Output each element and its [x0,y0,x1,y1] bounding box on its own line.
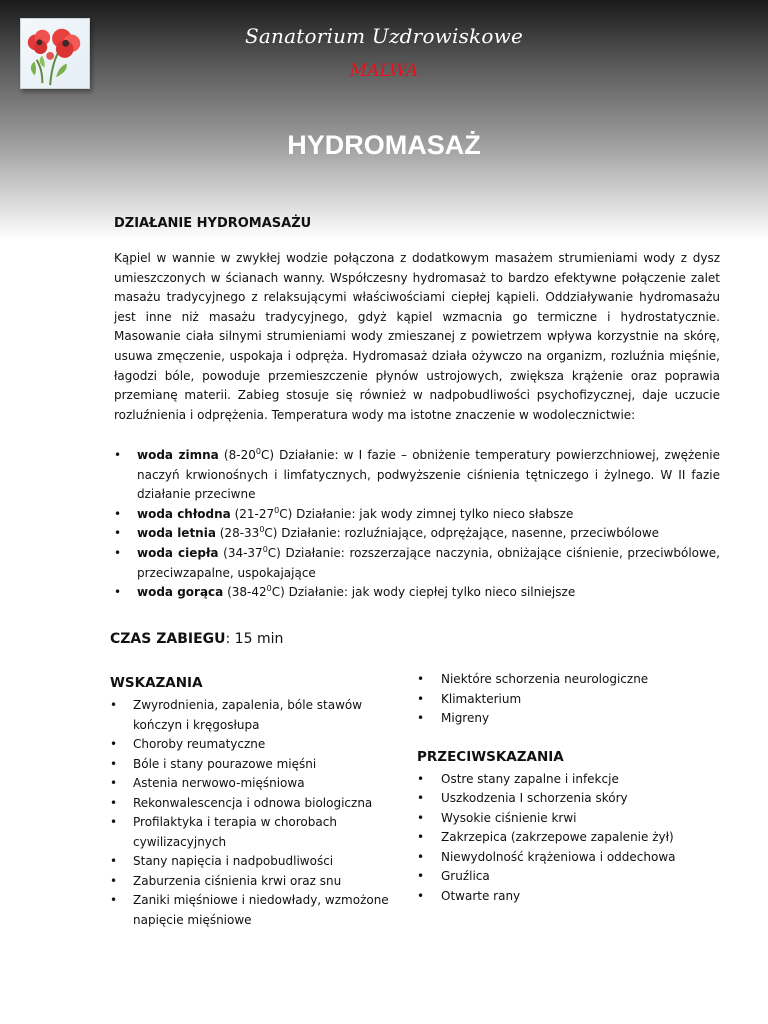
list-item: • Bóle i stany pourazowe mięśni [110,755,400,775]
dzialanie-heading: DZIAŁANIE HYDROMASAŻU [114,216,312,231]
degree-sup: 0 [255,447,261,456]
temp-name: woda zimna [137,448,219,462]
temp-range: (34-37 [218,545,263,560]
page-title: HYDROMASAŻ [287,130,481,160]
czas-label: CZAS ZABIEGU [110,631,226,647]
list-item: • Stany napięcia i nadpobudliwości [110,852,400,872]
wskazania-column [110,675,400,930]
dzialanie-paragraph: Kąpiel w wannie w zwykłej wodzie połączona z dodatkowym masażem strumieniami wody z dysz umieszczonych w ścianach wanny. Współczesny hydromasaż to bardzo efektywne połączenie zalet masażu tradycyjnego z relaksującymi właściwościami ciepłej kąpieli. Oddziaływanie hydromasażu jest inne niż masażu tradycyjnego, gdyż kąpiel wzmacnia go termiczne i hydrostatycznie. Masowanie ciała silnymi strumieniami wody zmieszanej z powietrzem wpływa korzystnie na skórę, usuwa zmęczenie, uspokaja i odpręża. Hydromasaż działa ożywczo na organizm, rozluźnia mięśnie, łagodzi bóle, powoduje przemieszczenie płynów ustrojowych, zwiększa krążenie oraz poprawia przemianę materii. Zabieg stosuje się również w nadpobudliwości psychofizycznej, daje uczucie rozluźnienia i odprężenia. Temperatura wody ma istotne znaczenie w wodolecznictwie: [114,251,720,422]
temp-effect: C) Działanie: jak wody zimnej tylko nieco słabsze [279,506,574,521]
list-item [114,544,720,583]
list-item: • Zaburzenia ciśnienia krwi oraz snu [110,872,400,892]
temp-range: (28-33 [215,526,260,541]
list-item: • Zakrzepica (zakrzepowe zapalenie żył) [417,828,717,848]
degree-sup: 0 [266,584,272,594]
degree-sup: 0 [274,505,280,515]
list-item: • Klimakterium [417,690,717,710]
list-item: • Niewydolność krążeniowa i oddechowa [417,848,717,868]
temp-name: woda gorąca [137,585,224,600]
temperature-list [114,446,720,603]
wskazania-list [110,696,400,930]
przeciwwskazania-list [417,770,717,907]
list-item: • Ostre stany zapalne i infekcje [417,770,717,790]
list-item [114,583,720,603]
temp-name: woda chłodna [137,506,231,521]
wskazania-heading: WSKAZANIA [110,675,203,691]
temp-effect: C) Działanie: jak wody ciepłej tylko nieco silniejsze [271,585,576,600]
temp-name: woda letnia [137,526,216,541]
list-item: • Migreny [417,709,717,729]
temp-range: (38-42 [223,585,267,600]
list-item: • Profilaktyka i terapia w chorobach cywilizacyjnych [110,813,400,852]
przeciwwskazania-heading: PRZECIWSKAZANIA [417,748,564,765]
list-item: • Wysokie ciśnienie krwi [417,809,717,829]
czas-value: : 15 min [225,631,284,647]
list-item: • Uszkodzenia I schorzenia skóry [417,789,717,809]
list-item: • Zwyrodnienia, zapalenia, bóle stawów kończyn i kręgosłupa [110,696,400,735]
temp-effect: C) Działanie: w I fazie – obniżenie temperatury powierzchniowej, zwężenie naczyń krwionośnych i limfatycznych, podwyższenie ciśnienia tętniczego i żylnego. W II fazie działanie przeciwne [137,448,721,502]
right-column [417,670,717,906]
temp-name: woda ciepła [137,545,219,560]
temp-range: (21-27 [230,506,275,521]
wskazania-continued-list [417,670,717,729]
temp-range: (8-20 [218,448,256,462]
list-item: • Astenia nerwowo-mięśniowa [110,774,400,794]
brand-name: MALWA [349,61,419,81]
degree-sup: 0 [262,544,268,554]
list-item [114,446,720,505]
list-item [114,505,720,525]
list-item: • Gruźlica [417,867,717,887]
czas-zabiegu [110,631,283,647]
list-item: • Niektóre schorzenia neurologiczne [417,670,717,690]
list-item: • Otwarte rany [417,887,717,907]
list-item: • Zaniki mięśniowe i niedowłady, wzmożone napięcie mięśniowe [110,891,400,930]
list-item: • Choroby reumatyczne [110,735,400,755]
degree-sup: 0 [259,525,265,535]
temp-effect: C) Działanie: rozluźniające, odprężające, nasenne, przeciwbólowe [264,526,660,541]
temp-effect: C) Działanie: rozszerzające naczynia, obniżające ciśnienie, przeciwbólowe, przeciwzapalne, uspokajające [137,545,720,580]
list-item: • Rekonwalescencja i odnowa biologiczna [110,794,400,814]
list-item [114,524,720,544]
sanatorium-name: Sanatorium Uzdrowiskowe [245,24,523,48]
